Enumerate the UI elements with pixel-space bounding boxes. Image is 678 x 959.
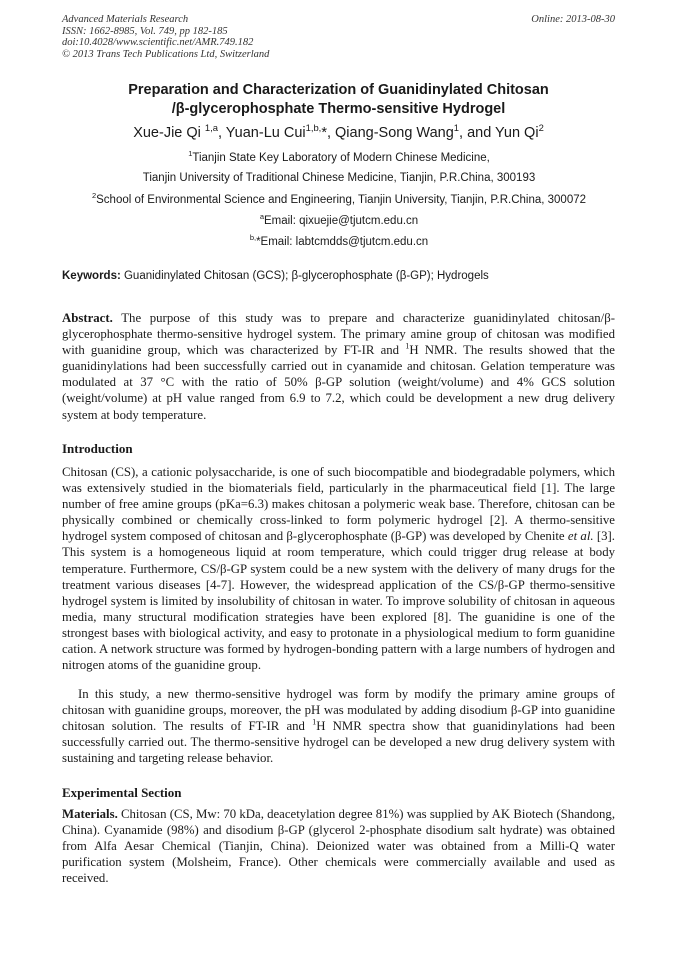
introduction-paragraph-1 bbox=[62, 464, 615, 673]
affiliation-1-line-1 bbox=[50, 151, 628, 165]
abstract-text: The purpose of this study was to prepare and characterize guanidinylated chitosan/β-glycerophosphate thermo-sensitive hydrogel system. The primary amine group of chitosan was modified with guanidine group, which was characterized by FT-IR and bbox=[62, 311, 615, 358]
materials-label: Materials. bbox=[62, 807, 118, 821]
affiliation-text: School of Environmental Science and Engineering, Tianjin University, Tianjin, P.R.China, 300072 bbox=[96, 194, 587, 206]
author-list bbox=[62, 124, 615, 142]
email-text: *Email: labtcmdds@tjutcm.edu.cn bbox=[256, 236, 429, 248]
author-name: Xue-Jie Qi bbox=[133, 125, 205, 141]
title-line-1: Preparation and Characterization of Guanidinylated Chitosan bbox=[128, 82, 549, 98]
paragraph-text: Chitosan (CS), a cationic polysaccharide, is one of such biocompatible and biodegradable polymers, which was extensively studied in the biomaterials field, particularly in the pharmaceutical field [1]. The large number of free amine groups (pKa=6.3) makes chitosan a polymeric weak base. Therefore, chitosan can be physically combined or chemically cross-linked to form polymeric hydrogel [2]. A thermo-sensitive hydrogel system composed of chitosan and β-glycerophosphate (β-GP) was developed by Chenite bbox=[62, 465, 615, 544]
journal-copyright: © 2013 Trans Tech Publications Ltd, Switzerland bbox=[62, 48, 270, 60]
email-text: Email: qixuejie@tjutcm.edu.cn bbox=[263, 215, 419, 227]
author-name: , and Yun Qi bbox=[459, 125, 539, 141]
paragraph-superscript: 1 bbox=[312, 717, 317, 727]
email-a bbox=[50, 214, 628, 228]
keywords-label: Keywords: bbox=[62, 270, 121, 282]
affiliation-1-line-2: Tianjin University of Traditional Chinese Medicine, Tianjin, P.R.China, 300193 bbox=[142, 172, 536, 184]
introduction-heading: Introduction bbox=[62, 441, 133, 456]
abstract-label: Abstract. bbox=[62, 311, 113, 325]
journal-header bbox=[62, 14, 615, 60]
paragraph-text: In this study, a new thermo-sensitive hydrogel was form by modify the primary amine groups of chitosan with guanidine groups, moreover, the pH was modulated by adding disodium β-GP into guanidine chitosan solution. The results of FT-IR and bbox=[62, 687, 615, 734]
title-line-2: /β-glycerophosphate Thermo-sensitive Hydrogel bbox=[171, 101, 506, 117]
journal-doi: doi:10.4028/www.scientific.net/AMR.749.182 bbox=[62, 37, 254, 48]
email-mark: b, bbox=[249, 233, 257, 243]
materials-text: Chitosan (CS, Mw: 70 kDa, deacetylation degree 81%) was supplied by AK Biotech (Shandong, China). Cyanamide (98%) and disodium β-GP (glycerol 2-phosphate disodium salt hydrate) was obtained from Alfa Aesar Chemical (Tianjin, China). Deionized water was obtained from a Milli-Q water purification system (Molsheim, France). Other chemicals were commercially available and used as received. bbox=[62, 807, 616, 886]
journal-name: Advanced Materials Research bbox=[62, 14, 189, 25]
email-mark: a bbox=[259, 212, 264, 222]
email-b bbox=[50, 235, 628, 249]
abstract-superscript: 1 bbox=[405, 341, 410, 351]
author-affiliation-mark: 1 bbox=[453, 122, 460, 134]
abstract-text: H NMR. The results showed that the guanidinylations had been successfully carried out in cyanamide and chitosan. Gelation temperature was modulated at 37 °C with the ratio of 50% β-GP solution (weight/volume) and 4% GCS solution (weight/volume) at pH value ranged from 6.9 to 7.2, which could be development a new drug delivery system at body temperature. bbox=[62, 343, 615, 422]
author-affiliation-mark: 2 bbox=[538, 122, 544, 134]
affiliation-text: Tianjin State Key Laboratory of Modern Chinese Medicine, bbox=[192, 152, 490, 164]
affiliation-mark: 1 bbox=[188, 149, 193, 159]
paragraph-text: H NMR spectra show that guanidinylations had been successfully carried out. The thermo-sensitive hydrogel can be developed a new drug delivery system with sustaining and targeting release behavior. bbox=[62, 719, 615, 766]
experimental-heading: Experimental Section bbox=[62, 785, 182, 800]
author-affiliation-mark: 1,a bbox=[204, 122, 218, 134]
journal-issn: ISSN: 1662-8985, Vol. 749, pp 182-185 bbox=[62, 25, 228, 37]
author-name: , Yuan-Lu Cui bbox=[218, 125, 306, 141]
keywords-text: Guanidinylated Chitosan (GCS); β-glycerophosphate (β-GP); Hydrogels bbox=[120, 270, 489, 282]
affiliation-2 bbox=[50, 193, 628, 207]
paragraph-text: [3]. This system is a homogeneous liquid at room temperature, which could trigger drug release at body temperature. Furthermore, CS/β-GP system could be a new system with the delivery of many drugs for the treatment various diseases [4-7]. However, the widespread application of the CS/β-GP thermo-sensitive hydrogel system is limited by insolubility of chitosan in water. To improve solubility of chitosan in aqueous media, many structural modification strategies have been explored [8]. The guanidine is one of the strongest bases with biological activity, and easy to protonate in a physiological medium to form guanidine cation. A network structure was formed by hydrogen-bonding pattern with a large numbers of hydrogen and nitrogen atoms of the guanidine group. bbox=[62, 529, 615, 673]
paragraph-emphasis: et al. bbox=[567, 529, 594, 544]
paper-title bbox=[62, 81, 615, 119]
keywords bbox=[62, 269, 615, 283]
materials-paragraph bbox=[62, 806, 615, 886]
author-affiliation-mark: 1,b, bbox=[305, 122, 322, 134]
affiliation-mark: 2 bbox=[91, 191, 97, 201]
online-date: Online: 2013-08-30 bbox=[531, 14, 615, 25]
introduction-paragraph-2 bbox=[62, 686, 615, 766]
author-name: *, Qiang-Song Wang bbox=[321, 125, 454, 141]
abstract bbox=[62, 310, 615, 423]
